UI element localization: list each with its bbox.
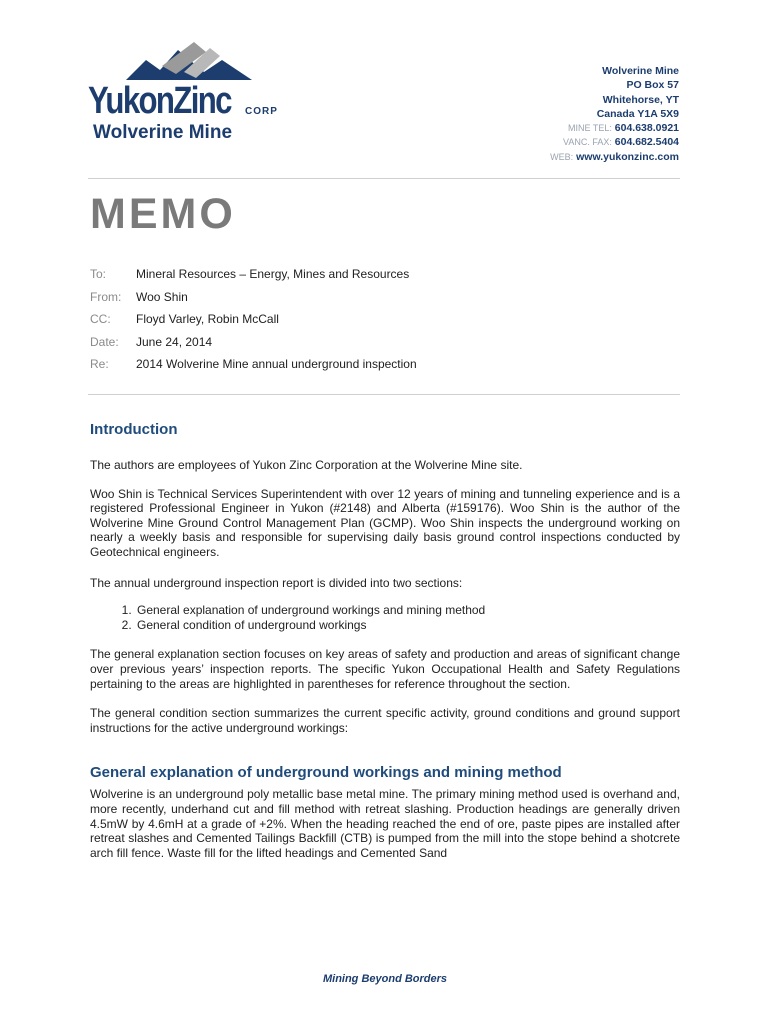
field-from xyxy=(90,286,417,309)
intro-paragraph-2: Woo Shin is Technical Services Superintendent with over 12 years of mining and tunneling experience and is a registered Professional Engineer in Yukon (#2148) and Alberta (#159176). Woo Shin is the author of the Wolverine Mine Ground Control Management Plan (GCMP). Woo Shin inspects the underground working on nearly a weekly basis and responsible for supervising daily basis ground control inspections conducted by Geotechnical engineers. xyxy=(90,486,680,559)
memo-fields xyxy=(90,263,417,376)
memo-body xyxy=(90,420,680,860)
logo-corp: CORP xyxy=(245,106,278,117)
cc-label: CC: xyxy=(90,312,111,327)
intro-paragraph-3: The annual underground inspection report is divided into two sections: xyxy=(90,575,463,590)
date-value: June 24, 2014 xyxy=(136,334,213,349)
web-label: WEB: xyxy=(550,151,574,162)
logo-brand: YukonZinc xyxy=(88,80,231,122)
vanc-fax xyxy=(550,135,679,149)
list-item: 1. General explanation of underground workings and mining method xyxy=(135,603,680,618)
intro-heading: Introduction xyxy=(90,421,178,438)
company-logo xyxy=(88,42,288,152)
field-cc xyxy=(90,308,417,331)
to-value: Mineral Resources – Energy, Mines and Resources xyxy=(136,267,410,282)
web-value: www.yukonzinc.com xyxy=(576,150,679,163)
web xyxy=(550,150,679,164)
general-paragraph-1: Wolverine is an underground poly metallic base metal mine. The primary mining method used is overhand and, more recently, underhand cut and fill method with retreat slashing. Production headings are generally driven 4.5mW by 4.6mH at a grade of +2%. When the heading reached the end of ore, paste pipes are installed after retreat slashes and Cemented Tailings Backfill (CTB) is pumped from the mill into the stope behind a shotcrete arch fill fence. Waste fill for the lifted headings and Cemented Sand xyxy=(90,787,680,860)
address-city: Whitehorse, YT xyxy=(602,93,679,106)
to-label: To: xyxy=(90,267,107,282)
mine-tel xyxy=(550,121,679,135)
cc-value: Floyd Varley, Robin McCall xyxy=(136,312,279,327)
address-postal: Canada Y1A 5X9 xyxy=(596,107,679,120)
logo-site-name: Wolverine Mine xyxy=(93,122,233,143)
general-heading: General explanation of underground workings and mining method xyxy=(90,764,562,782)
mine-tel-value: 604.638.0921 xyxy=(614,122,679,135)
field-re xyxy=(90,353,417,376)
intro-paragraph-1: The authors are employees of Yukon Zinc Corporation at the Wolverine Mine site. xyxy=(90,458,523,472)
footer-tagline: Mining Beyond Borders xyxy=(322,973,448,985)
from-label: From: xyxy=(90,289,122,304)
intro-paragraph-5: The general condition section summarizes the current specific activity, ground conditions and ground support instructions for the active underground workings: xyxy=(90,706,680,735)
re-value: 2014 Wolverine Mine annual underground inspection xyxy=(136,357,417,372)
sections-list xyxy=(90,603,680,632)
field-date xyxy=(90,331,417,354)
mountain-logo-icon xyxy=(126,42,256,84)
from-value: Woo Shin xyxy=(136,289,188,304)
header-divider xyxy=(88,178,680,179)
vanc-fax-value: 604.682.5404 xyxy=(614,136,679,149)
date-label: Date: xyxy=(90,334,119,349)
list-item: 2. General condition of underground workings xyxy=(135,618,680,633)
mine-tel-label: MINE TEL: xyxy=(567,123,612,134)
intro-paragraph-4: The general explanation section focuses on key areas of safety and production and areas of significant change over previous years’ inspection reports. The specific Yukon Occupational Health and Safety Regulations pertaining to the areas are highlighted in parentheses for reference throughout the section. xyxy=(90,647,680,691)
fields-divider xyxy=(88,394,680,395)
field-to xyxy=(90,263,417,286)
vanc-fax-label: VANC. FAX: xyxy=(562,137,612,148)
re-label: Re: xyxy=(90,357,109,372)
memo-title: MEMO xyxy=(90,190,236,238)
address-po-box: PO Box 57 xyxy=(626,79,679,92)
address-name: Wolverine Mine xyxy=(602,65,679,77)
company-address xyxy=(550,64,679,164)
